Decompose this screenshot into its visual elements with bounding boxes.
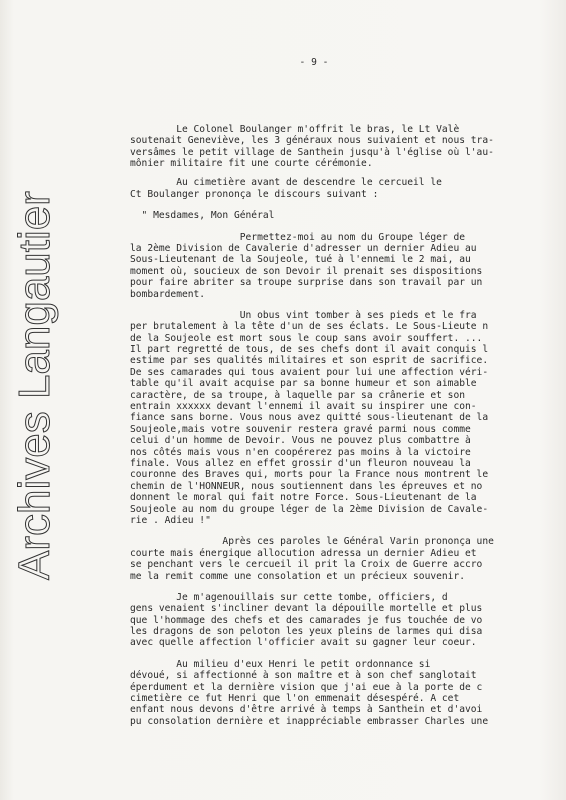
text-line: Permettez-moi au nom du Groupe léger de xyxy=(130,231,466,243)
text-line: la 2ème Division de Cavalerie d'adresser un dernier Adieu au xyxy=(130,242,477,254)
text-line: per brutalement à la tête d'un de ses éclats. Le Sous-Lieute n xyxy=(130,321,489,333)
text-line: dévoué, si affectionné à son maître et à son chef sanglotait xyxy=(130,670,477,682)
text-line: soutenait Geneviève, les 3 généraux nous suivaient et nous tra- xyxy=(130,135,494,147)
text-line: pour faire abriter sa troupe surprise dans son travail par un xyxy=(130,277,483,289)
text-line: table qu'il avait acquise par sa bonne humeur et son aimable xyxy=(130,378,477,390)
text-line: cimetière ce fut Henri que l'on emmenait désespéré. A cet xyxy=(130,693,460,705)
text-line: Au cimetière avant de descendre le cercueil le xyxy=(130,177,442,189)
text-line: moment où, soucieux de son Devoir il prenait ses dispositions xyxy=(130,265,483,277)
paragraph xyxy=(130,124,558,170)
text-line: Après ces paroles le Général Varin prononça une xyxy=(130,536,494,548)
text-line: que l'hommage des chefs et des camarades je fus touchée de vo xyxy=(130,614,483,626)
text-line: De ses camarades qui tous avaient pour lui une affection véri- xyxy=(130,366,489,378)
text-line: nos côtés mais vous n'en coopérerez pas moins à la victoire xyxy=(130,446,471,458)
text-line: caractère, de sa troupe, à laquelle par sa crânerie et son xyxy=(130,389,466,401)
text-line: Au milieu d'eux Henri le petit ordonnance si xyxy=(130,658,431,670)
text-line: enfant nous devons d'être arrivé à temps à Santhein et d'avoi xyxy=(130,704,483,716)
text-line: gens venaient s'incliner devant la dépouille mortelle et plus xyxy=(130,603,483,615)
text-line: Je m'agenouillais sur cette tombe, officiers, d xyxy=(130,591,448,603)
paragraph xyxy=(130,659,558,727)
text-line: les dragons de son peloton les yeux pleins de larmes qui disa xyxy=(130,626,483,638)
text-line: Sous-Lieutenant de la Soujeole, tué à l'ennemi le 2 mai, au xyxy=(130,254,471,266)
text-line: estime par ses qualités militaires et son esprit de sacrifice. xyxy=(130,355,489,367)
archive-watermark: Archives Langautier xyxy=(10,191,59,580)
text-line: avec quelle affection l'officier avait su gagner leur coeur. xyxy=(130,637,477,649)
text-line: Il part regretté de tous, de ses chefs dont il avait conquis l xyxy=(130,344,489,356)
text-line: chemin de l'HONNEUR, nous soutiennent dans les épreuves et no xyxy=(130,480,483,492)
text-line: fiance sans borne. Vous nous avez quitté sous-lieutenant de la xyxy=(130,412,489,424)
text-line: se penchant vers le cercueil il prit la Croix de Guerre accro xyxy=(130,559,483,571)
text-line: celui d'un homme de Devoir. Vous ne pouvez plus combattre à xyxy=(130,435,471,447)
text-line: Un obus vint tomber à ses pieds et le fra xyxy=(130,309,477,321)
text-line: bombardement. xyxy=(130,288,206,300)
paragraph xyxy=(130,210,558,221)
text-line: versâmes le petit village de Santhein jusqu'à l'église où l'au- xyxy=(130,146,494,158)
paragraph xyxy=(130,536,558,582)
paragraphs xyxy=(130,124,558,727)
paragraph xyxy=(130,232,558,300)
text-line: couronne des Braves qui, morts pour la France nous montrent le xyxy=(130,469,489,481)
text-line: Soujeole au nom du groupe léger de la 2ème Division de Cavale- xyxy=(130,503,489,515)
text-line: entrain xxxxxx devant l'ennemi il avait su inspirer une con- xyxy=(130,401,477,413)
text-line: rie . Adieu !" xyxy=(130,514,211,526)
text-line: Le Colonel Boulanger m'offrit le bras, le Lt Valè xyxy=(130,123,460,135)
text-line: courte mais énergique allocution adressa un dernier Adieu et xyxy=(130,547,477,559)
text-line: Ct Boulanger prononça le discours suivant : xyxy=(130,188,379,200)
text-line: mônier militaire fit une courte cérémonie. xyxy=(130,158,373,169)
paragraph xyxy=(130,310,558,526)
paragraph xyxy=(130,592,558,649)
text-line: donnent le moral qui fait notre Force. Sous-Lieutenant de la xyxy=(130,492,477,504)
text-line: pu consolation dernière et inappréciable embrasser Charles une xyxy=(130,715,489,727)
typed-letter-body xyxy=(130,34,558,750)
text-line: me la remit comme une consolation et un précieux souvenir. xyxy=(130,570,466,582)
text-line: de la Soujeole est mort sous le coup sans avoir souffert. ... xyxy=(130,332,483,344)
page-number: - 9 - xyxy=(299,56,329,68)
text-line: éperdument et la dernière vision que j'ai eue à la porte de c xyxy=(130,681,483,693)
text-line: finale. Vous allez en effet grossir d'un fleuron nouveau la xyxy=(130,457,471,469)
paragraph xyxy=(130,177,558,200)
text-line: Soujeole,mais votre souvenir restera gravé parmi nous comme xyxy=(130,423,471,435)
text-line: " Mesdames, Mon Général xyxy=(130,210,275,222)
